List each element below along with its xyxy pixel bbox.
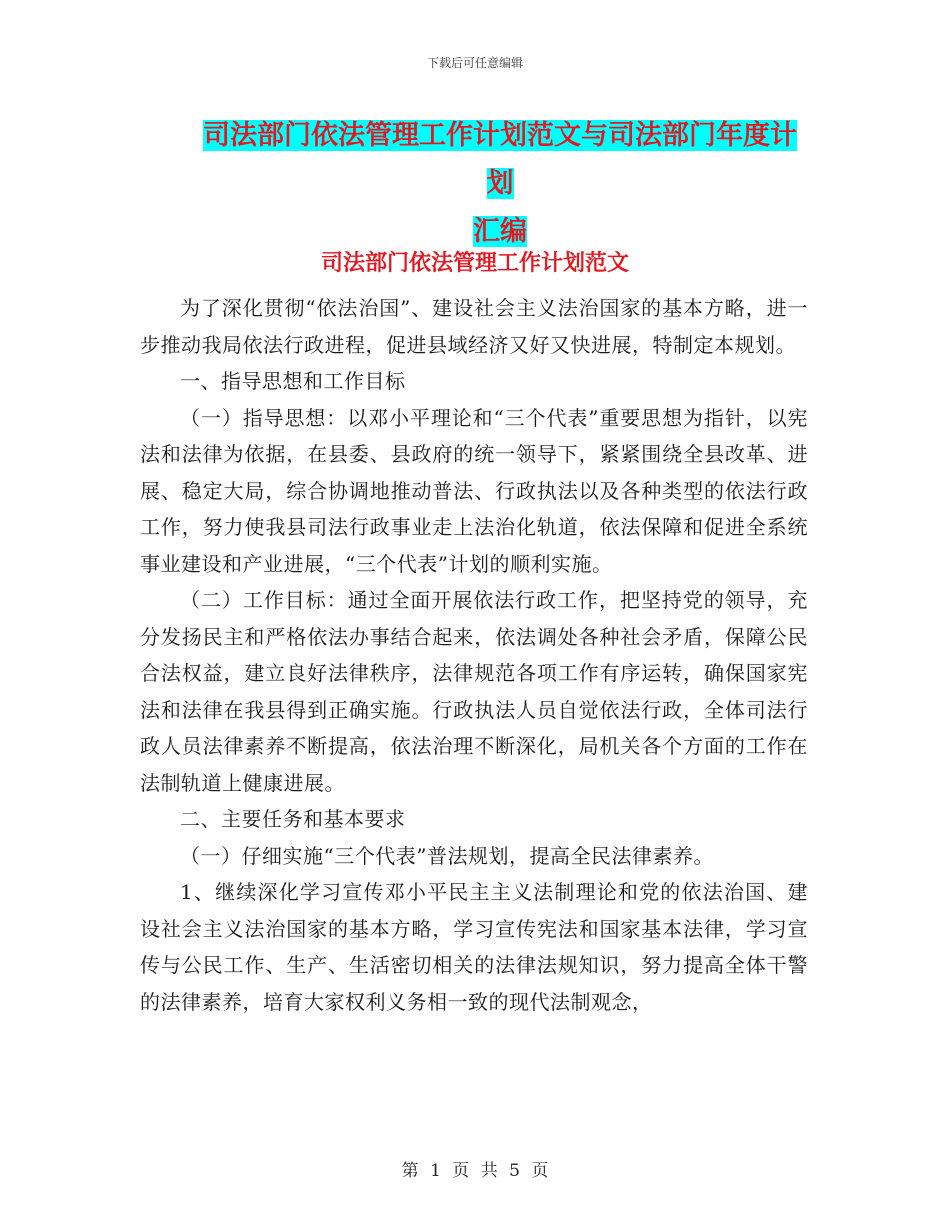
heading-main-tasks: 二、主要任务和基本要求 bbox=[180, 807, 406, 831]
document-title bbox=[195, 112, 805, 256]
document-title-line1: 司法部门依法管理工作计划范文与司法部门年度计划 bbox=[203, 120, 797, 199]
paragraph-intro: 为了深化贯彻“依法治国”、建设社会主义法治国家的基本方略，进一步推动我局依法行政进程，促进县域经济又好又快进展，特制定本规划。 bbox=[140, 296, 808, 357]
paragraph-task-1-1: 1、继续深化学习宣传邓小平民主主义法制理论和党的依法治国、建设社会主义法治国家的基本方略，学习宣传宪法和国家基本法律，学习宣传与公民工作、生产、生活密切相关的法律法规知识，努力提高全体干警的法律素养，培育大家权利义务相一致的现代法制观念， bbox=[140, 880, 808, 1014]
document-body bbox=[140, 290, 808, 1020]
paragraph-work-goals: （二）工作目标：通过全面开展依法行政工作，把坚持党的领导，充分发扬民主和严格依法办事结合起来，依法调处各种社会矛盾，保障公民合法权益，建立良好法律秩序，法律规范各项工作有序运转，确保国家宪法和法律在我县得到正确实施。行政执法人员自觉依法行政，全体司法行政人员法律素养不断提高，依法治理不断深化，局机关各个方面的工作在法制轨道上健康进展。 bbox=[140, 588, 808, 795]
header-note: 下载后可任意编辑 bbox=[426, 56, 523, 70]
heading-guiding-ideology: 一、指导思想和工作目标 bbox=[180, 369, 406, 393]
document-title-line2: 汇编 bbox=[473, 216, 527, 247]
section-title: 司法部门依法管理工作计划范文 bbox=[320, 251, 629, 276]
paragraph-guiding-thought: （一）指导思想：以邓小平理论和“三个代表”重要思想为指针，以宪法和法律为依据，在县委、县政府的统一领导下，紧紧围绕全县改革、进展、稳定大局，综合协调地推动普法、行政执法以及各种类型的依法行政工作，努力使我县司法行政事业走上法治化轨道，依法保障和促进全系统事业建设和产业进展，“三个代表”计划的顺利实施。 bbox=[140, 405, 808, 576]
page-number: 第 1 页 共 5 页 bbox=[401, 1161, 549, 1181]
paragraph-task-1: （一）仔细实施“三个代表”普法规划，提高全民法律素养。 bbox=[180, 843, 714, 868]
